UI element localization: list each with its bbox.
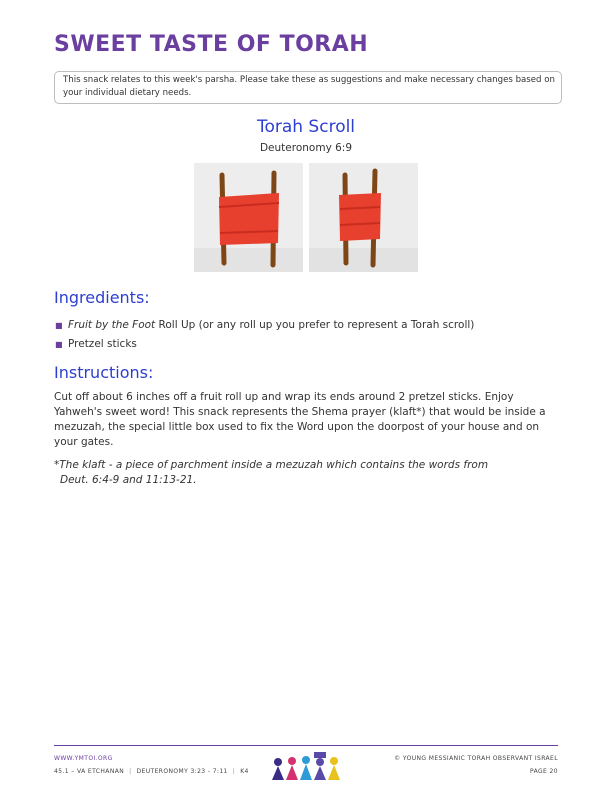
list-item [54,335,474,354]
children-logo-icon [270,750,346,786]
torah-scroll-photo-open [194,163,303,272]
torah-scroll-photo-rolled [309,163,418,272]
footer-parsha: 45.1 – VA ETCHANAN [54,768,125,775]
ingredient-emphasis: Fruit by the Foot [68,319,156,331]
recipe-title: Torah Scroll [256,117,356,137]
intro-note: This snack relates to this week's parsha. Please take these as suggestions and make necessary changes based on your individual dietary needs. [54,71,562,104]
footnote-line-2: Deut. 6:4-9 and 11:13-21. [60,474,197,486]
footer-parsha-info: 45.1 – VA ETCHANAN | DEUTERONOMY 3:23 - 7:11 | K4 [54,768,249,775]
bullet-icon: ■ [55,340,63,349]
recipe-scripture-reference: Deuteronomy 6:9 [259,142,353,154]
footer-divider [54,745,558,746]
klaft-footnote [54,458,534,488]
child-figure-3 [300,756,312,780]
instructions-heading: Instructions: [54,363,154,382]
page-title: SWEET TASTE OF TORAH [54,32,369,57]
child-figure-2 [286,757,298,780]
ingredient-text: Pretzel sticks [68,338,137,350]
footnote-line-1: *The klaft - a piece of parchment inside a mezuzah which contains the words from [54,459,489,471]
ingredients-heading: Ingredients: [54,288,150,307]
footer-website-link[interactable]: WWW.YMTOI.ORG [54,755,113,762]
footer-page-number: PAGE 20 [529,768,558,775]
footer-copyright: © YOUNG MESSIANIC TORAH OBSERVANT ISRAEL [394,755,558,762]
ingredients-list [54,316,474,354]
footer-grade: K4 [240,768,249,775]
footer-range: DEUTERONOMY 3:23 - 7:11 [136,768,228,775]
child-figure-5 [328,757,340,780]
fruit-roll [219,193,279,245]
bullet-icon: ■ [55,321,63,330]
child-figure-4 [314,752,326,780]
instructions-body: Cut off about 6 inches off a fruit roll up and wrap its ends around 2 pretzel sticks. Enjoy Yahweh's sweet word! This snack represents the Shema prayer (klaft*) that would be inside a mezuzah, the special little box used to fix the Word upon the doorpost of your house and on your gates. [54,391,546,448]
ingredient-text: Roll Up (or any roll up you prefer to represent a Torah scroll) [155,319,475,331]
child-figure-1 [272,758,284,780]
list-item [54,316,474,335]
